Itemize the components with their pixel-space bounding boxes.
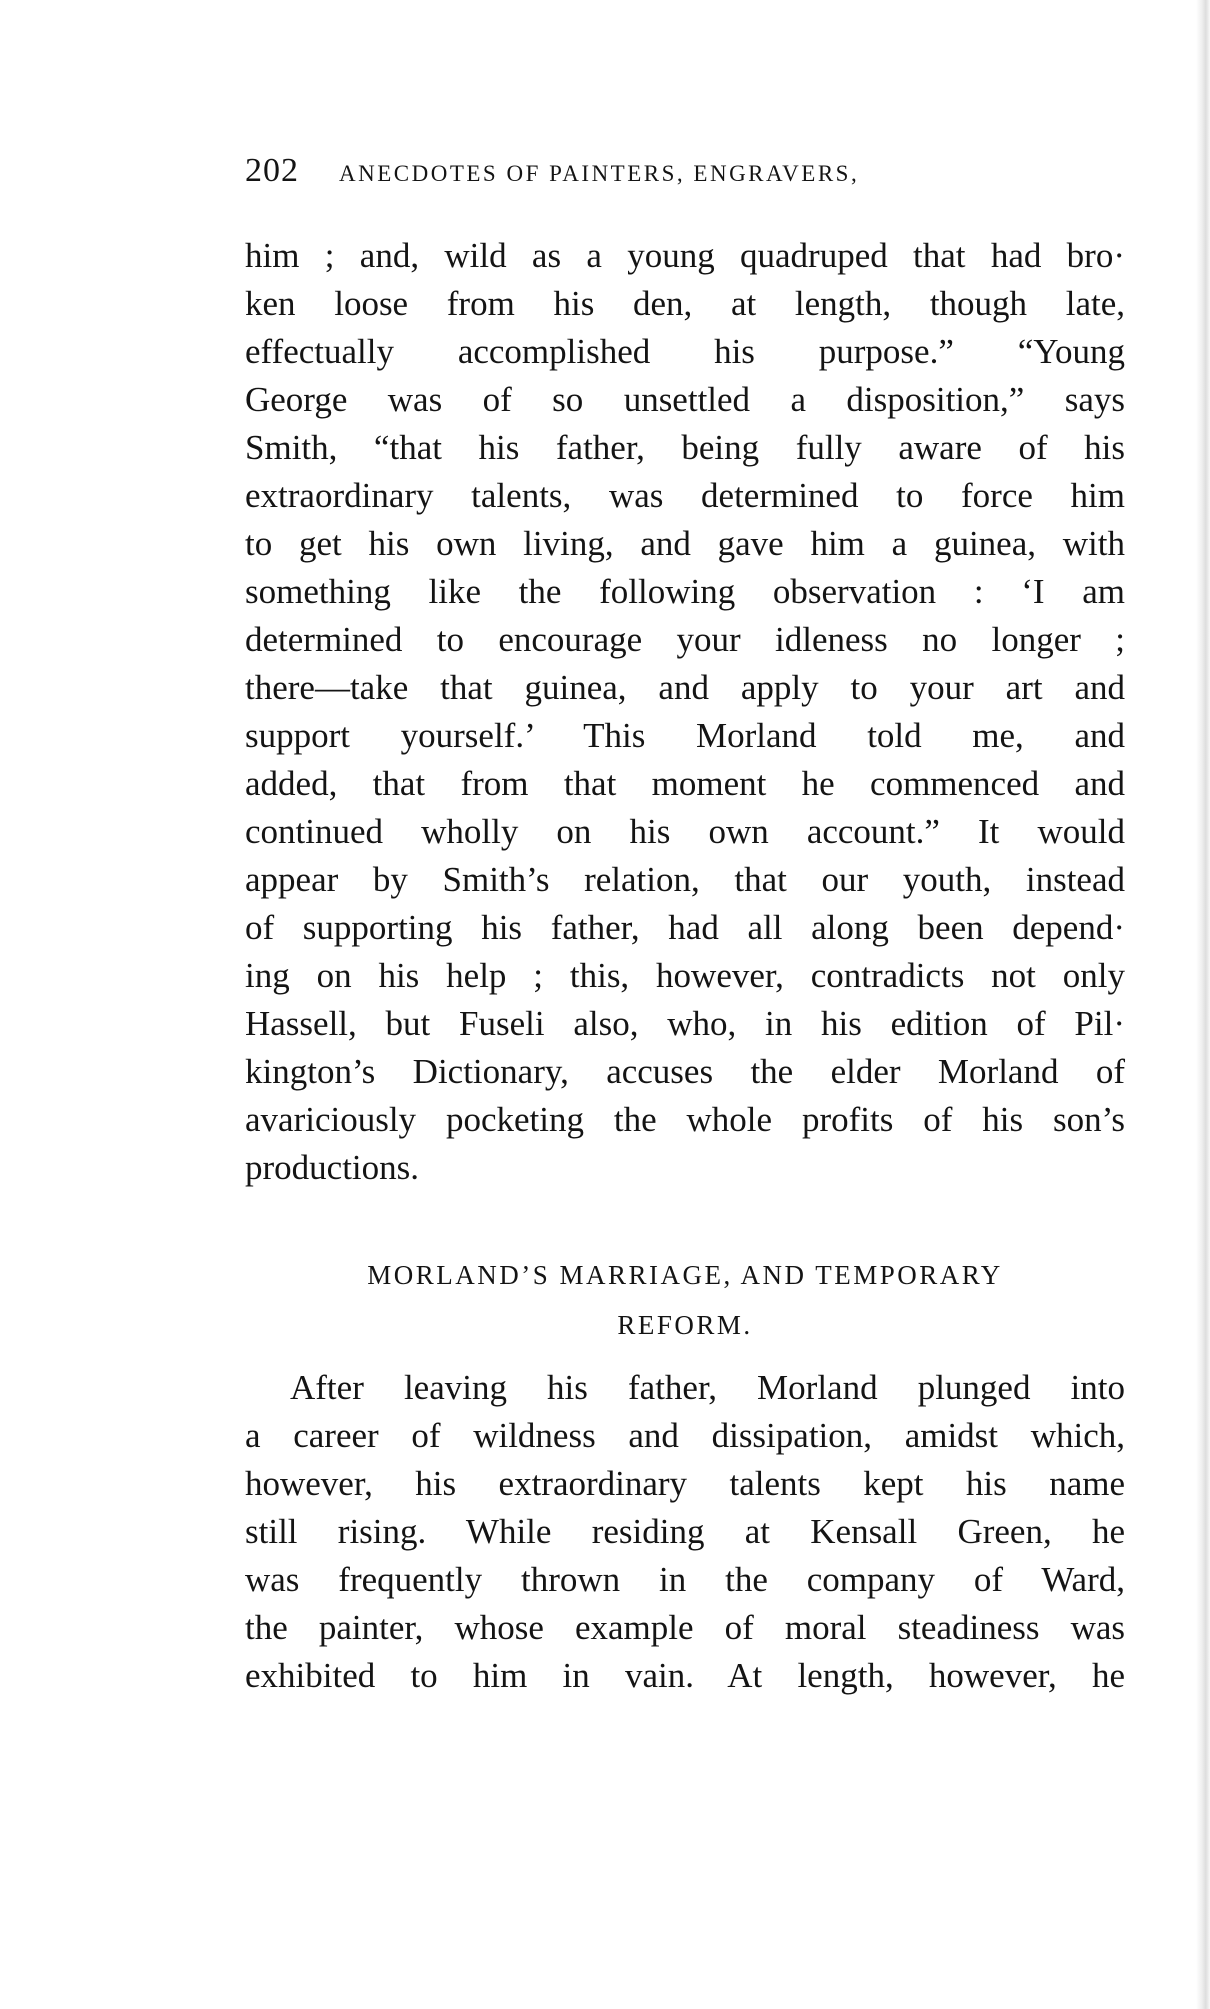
text-line: continued wholly on his own account.” It would bbox=[245, 812, 1125, 851]
text-line: still rising. While residing at Kensall Green, he bbox=[245, 1512, 1125, 1551]
text-line: there—take that guinea, and apply to your art and bbox=[245, 668, 1125, 707]
text-line: of supporting his father, had all along been depend· bbox=[245, 908, 1125, 947]
section-paragraph bbox=[245, 1364, 1125, 1700]
text-line: extraordinary talents, was determined to force him bbox=[245, 476, 1125, 515]
text-line: the painter, whose example of moral steadiness was bbox=[245, 1608, 1125, 1647]
text-line: effectually accomplished his purpose.” “Young bbox=[245, 332, 1125, 371]
text-line: added, that from that moment he commenced and bbox=[245, 764, 1125, 803]
page-header bbox=[245, 152, 1125, 202]
text-line: however, his extraordinary talents kept his name bbox=[245, 1464, 1125, 1503]
text-line: Smith, “that his father, being fully aware of his bbox=[245, 428, 1125, 467]
text-line: After leaving his father, Morland plunged into bbox=[290, 1368, 1125, 1407]
text-line: something like the following observation : ‘I am bbox=[245, 572, 1125, 611]
text-line: productions. bbox=[245, 1148, 420, 1187]
text-line: avariciously pocketing the whole profits of his son’s bbox=[245, 1100, 1125, 1139]
text-line: ken loose from his den, at length, though late, bbox=[245, 284, 1125, 323]
text-line: Hassell, but Fuseli also, who, in his edition of Pil· bbox=[245, 1004, 1125, 1043]
text-line: appear by Smith’s relation, that our youth, instead bbox=[245, 860, 1125, 899]
page-number: 202 bbox=[245, 152, 299, 189]
section-heading bbox=[245, 1250, 1125, 1350]
page-edge-shadow bbox=[1196, 0, 1210, 2009]
text-line: a career of wildness and dissipation, amidst which, bbox=[245, 1416, 1125, 1455]
section-heading-line: MORLAND’S MARRIAGE, AND TEMPORARY bbox=[367, 1260, 1003, 1290]
text-line: him ; and, wild as a young quadruped that had bro· bbox=[245, 236, 1125, 275]
text-line: kington’s Dictionary, accuses the elder Morland of bbox=[245, 1052, 1125, 1091]
section-heading-line: REFORM. bbox=[617, 1310, 753, 1340]
text-line: determined to encourage your idleness no longer ; bbox=[245, 620, 1125, 659]
text-line: exhibited to him in vain. At length, however, he bbox=[245, 1656, 1125, 1695]
text-line: ing on his help ; this, however, contradicts not only bbox=[245, 956, 1125, 995]
running-head: ANECDOTES OF PAINTERS, ENGRAVERS, bbox=[339, 161, 860, 186]
text-line: support yourself.’ This Morland told me, and bbox=[245, 716, 1125, 755]
text-line: was frequently thrown in the company of Ward, bbox=[245, 1560, 1125, 1599]
text-line: George was of so unsettled a disposition,” says bbox=[245, 380, 1125, 419]
text-line: to get his own living, and gave him a guinea, with bbox=[245, 524, 1125, 563]
body-paragraph bbox=[245, 232, 1125, 1192]
